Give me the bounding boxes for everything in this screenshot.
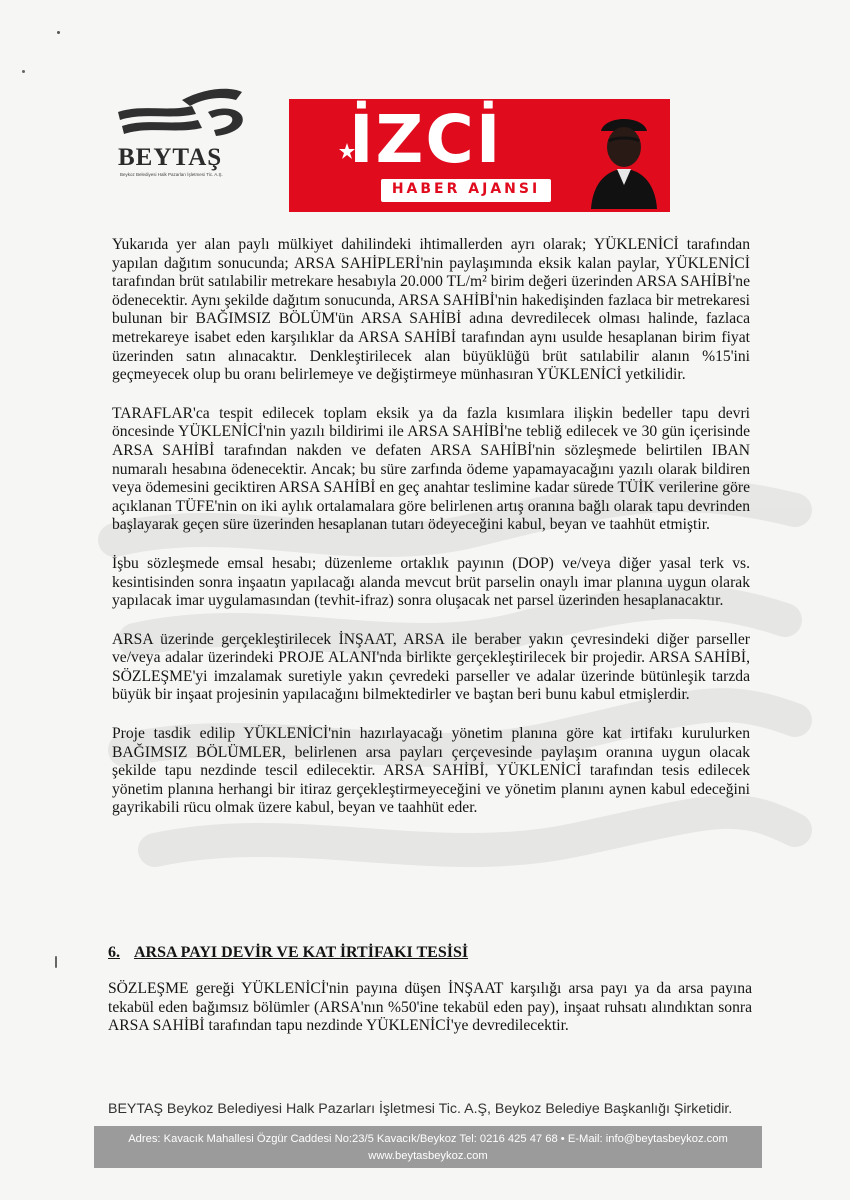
body-paragraph: Yukarıda yer alan paylı mülkiyet dahilindeki ihtimallerden ayrı olarak; YÜKLENİCİ tarafından yapılan dağıtım sonucunda; ARSA SAHİPLERİ'nin paylaşımında eksik kalan paylar, YÜKLENİCİ tarafından brüt satılabilir metrekare hesabıyla 20.000 TL/m² birim değeri üzerinden ARSA SAHİBİ'ne ödenecektir. Aynı şekilde dağıtım sonucunda, ARSA SAHİBİ'nin hakedişinden fazlaca bir metrekaresi bulunan bir BAĞIMSIZ BÖLÜM'ün ARSA SAHİBİ adına devredilecek olması halinde, fazlaca metrekareye isabet eden karşılıklar da ARSA SAHİBİ tarafından aynı usulde hesaplanan birim fiyat üzerinden satın alınacaktır. Denkleştirilecek alan büyüklüğü brüt satılabilir alanın %15'ini geçmeyecek olup bu oranı belirlemeye ve değiştirmeye münhasıran YÜKLENİCİ yetkilidir.: [112, 236, 750, 384]
footer-company-line: BEYTAŞ Beykoz Belediyesi Halk Pazarları İşletmesi Tic. A.Ş, Beykoz Belediye Başkanlığı Şirketidir.: [108, 1101, 733, 1117]
document-body: [112, 236, 750, 818]
section-heading: [108, 944, 468, 962]
section-title: ARSA PAYI DEVİR VE KAT İRTİFAKI TESİSİ: [134, 944, 469, 961]
footer-address: Adres: Kavacık Mahallesi Özgür Caddesi No:23/5 Kavacık/Beykoz Tel: 0216 425 47 68 • E-Mail: info@beytasbeykoz.com: [128, 1133, 728, 1145]
portrait-icon: [581, 109, 667, 209]
body-paragraph: İşbu sözleşmede emsal hesabı; düzenleme ortaklık payının (DOP) ve/veya diğer yasal terk vs. kesintisinden sonra inşaatın yapılacağı alanda mevcut brüt parselin onaylı imar planına uygun olarak yapılacak imar uygulamasından (tevhit-ifraz) sonra oluşacak net parsel üzerinden hesaplanacaktır.: [112, 554, 750, 610]
banner-subtitle: HABER AJANSI: [391, 181, 541, 197]
scan-mark: [55, 956, 57, 968]
banner-title: İZCİ: [349, 101, 503, 178]
logo-name: BEYTAŞ: [118, 144, 223, 171]
izci-banner: [289, 99, 670, 212]
body-paragraph: TARAFLAR'ca tespit edilecek toplam eksik ya da fazla kısımlara ilişkin bedeller tapu devri öncesinde YÜKLENİCİ'nin yazılı bildirimi ile ARSA SAHİBİ'ne tebliğ edilecek ve 30 gün içerisinde ARSA SAHİBİ tarafından nakden ve defaten ARSA SAHİBİ'nin sözleşmede belirtilen IBAN numaralı hesabına ödenecektir. Ancak; bu süre zarfında ödeme yapamayacağını yazılı olarak bildiren veya ödemesini geciktiren ARSA SAHİBİ en geç anahtar teslimine kadar sürede TÜİK verilerine göre açıklanan TÜFE'nin on iki aylık ortalamalara göre belirlenen artış oranına bağlı olarak tapu devrinden başlayarak geçen süre üzerinden hesaplanan tutarı ödeyeceğini kabul, beyan ve taahhüt etmiştir.: [112, 404, 750, 534]
beytas-logo: [112, 82, 262, 182]
section-paragraph: SÖZLEŞME gereği YÜKLENİCİ'nin payına düşen İNŞAAT karşılığı arsa payı ya da arsa payına tekabül eden bağımsız bölümler (ARSA'nın %50'ine tekabül eden pay), inşaat ruhsatı alındıktan sonra ARSA SAHİBİ tarafından tapu nezdinde YÜKLENİCİ'ye devredilecektir.: [108, 980, 752, 1035]
scan-mark: [22, 70, 25, 73]
logo-subtitle: Beykoz Belediyesi Halk Pazarları İşletmesi Tic. A.Ş.: [120, 172, 223, 177]
body-paragraph: ARSA üzerinde gerçekleştirilecek İNŞAAT, ARSA ile beraber yakın çevresindeki diğer parseller ve/veya adalar üzerindeki PROJE ALANI'nda birlikte gerçekleştirilecek bir projedir. ARSA SAHİBİ, SÖZLEŞME'yi imzalamak suretiyle yakın çevredeki parseller ve adalar üzerinde bütünleşik tarzda büyük bir inşaat projesinin yapılacağını bilmektedirler ve baştan beri bunu kabul etmişlerdir.: [112, 630, 750, 704]
footer-website: www.beytasbeykoz.com: [368, 1150, 488, 1162]
section-number: 6.: [108, 944, 120, 961]
scan-mark: [57, 31, 60, 34]
body-paragraph: Proje tasdik edilip YÜKLENİCİ'nin hazırlayacağı yönetim planına göre kat irtifakı kurulurken BAĞIMSIZ BÖLÜMLER, belirlenen arsa payları çerçevesinde paylaşım oranına uygun olacak şekilde tapu nezdinde tescil edilecektir. ARSA SAHİBİ, YÜKLENİCİ tarafından tesis edilecek yönetim planına herhangi bir itiraz gerçekleştirmeyeceğini ve yönetim planını aynen kabul edeceğini gayrikabili rücu olmak üzere kabul, beyan ve taahhüt eder.: [112, 725, 750, 817]
beytas-logo-mark: [112, 82, 262, 146]
